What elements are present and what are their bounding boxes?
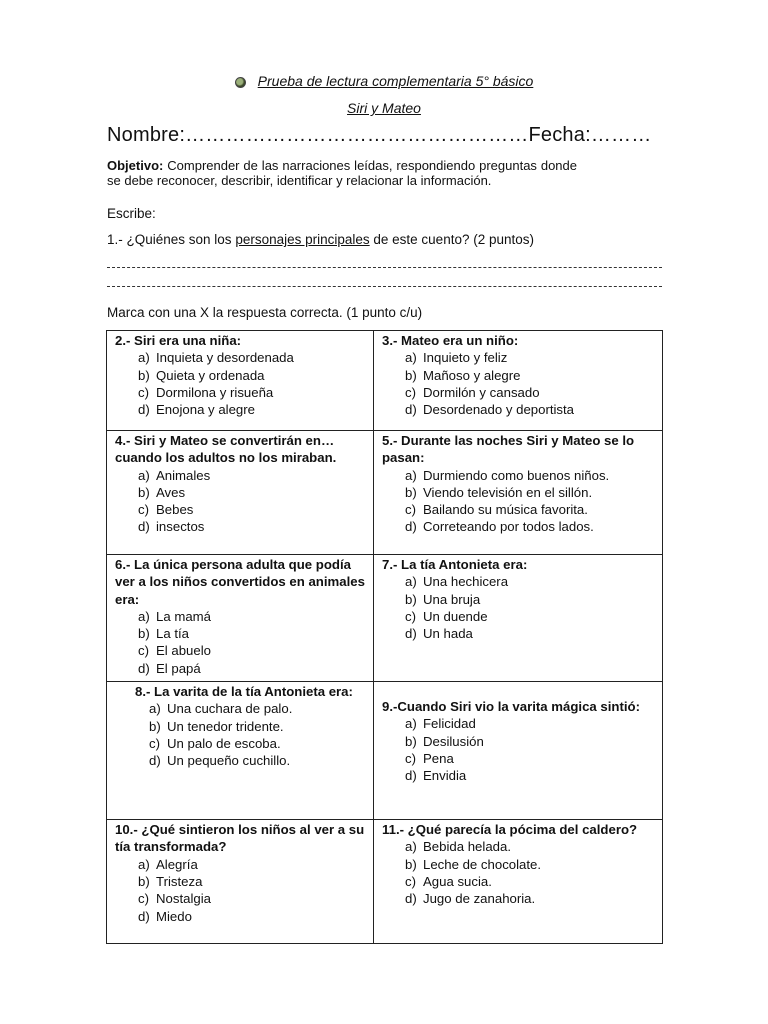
option-item[interactable] [138, 625, 367, 642]
options-list [382, 838, 656, 907]
test-title-text: Prueba de lectura complementaria 5° básico [257, 73, 534, 89]
option-item[interactable] [405, 873, 656, 890]
option-letter: a) [149, 701, 161, 717]
option-item[interactable] [149, 718, 367, 735]
question-cell [374, 820, 663, 944]
option-item[interactable] [405, 733, 656, 750]
option-item[interactable] [138, 401, 367, 418]
option-text: Correteando por todos lados. [423, 519, 594, 535]
options-list [382, 349, 656, 418]
question-text: 8.- La varita de la tía Antonieta era: [135, 684, 353, 700]
option-letter: c) [138, 643, 149, 659]
option-letter: a) [138, 608, 150, 624]
option-text: Envidia [423, 768, 467, 784]
story-title: Siri y Mateo [347, 100, 421, 116]
question-text: 7.- La tía Antonieta era: [382, 557, 528, 572]
answer-line-2[interactable] [107, 286, 662, 287]
question-text: 11.- ¿Qué parecía la pócima del caldero? [382, 822, 638, 838]
option-letter: b) [138, 626, 150, 642]
option-letter: d) [138, 908, 150, 924]
option-letter: b) [149, 718, 161, 734]
question-cell [107, 331, 374, 431]
option-text: insectos [156, 519, 205, 535]
option-item[interactable] [405, 715, 656, 732]
question-text: 3.- Mateo era un niño: [382, 333, 519, 348]
option-text: Dormilón y cansado [423, 384, 540, 400]
objective-label: Objetivo: [107, 158, 164, 173]
option-item[interactable] [138, 908, 367, 925]
option-letter: c) [138, 502, 149, 518]
school-logo-icon [235, 77, 246, 88]
option-item[interactable] [405, 501, 656, 518]
question-text: 5.- Durante las noches Siri y Mateo se lo pasan: [382, 433, 635, 466]
option-item[interactable] [138, 501, 367, 518]
option-text: Una cuchara de palo. [167, 701, 293, 717]
option-item[interactable] [138, 642, 367, 659]
option-item[interactable] [138, 384, 367, 401]
option-text: Leche de chocolate. [423, 856, 542, 872]
option-item[interactable] [138, 467, 367, 484]
option-item[interactable] [138, 484, 367, 501]
option-item[interactable] [149, 752, 367, 769]
option-letter: d) [405, 626, 417, 642]
option-letter: d) [405, 891, 417, 907]
option-text: Una hechicera [423, 574, 509, 590]
option-letter: d) [405, 519, 417, 535]
option-text: Felicidad [423, 716, 476, 732]
question-1 [107, 232, 534, 247]
option-text: El papá [156, 660, 201, 676]
option-item[interactable] [138, 518, 367, 535]
options-list [115, 349, 367, 418]
option-text: Mañoso y alegre [423, 367, 521, 383]
options-list [115, 700, 367, 769]
option-letter: d) [405, 768, 417, 784]
options-list [115, 608, 367, 677]
option-item[interactable] [138, 660, 367, 677]
question-1-suffix: de este cuento? (2 puntos) [369, 232, 535, 247]
objective [107, 158, 577, 188]
option-letter: a) [138, 467, 150, 483]
option-text: Miedo [156, 908, 192, 924]
option-letter: b) [405, 856, 417, 872]
option-letter: a) [405, 839, 417, 855]
option-letter: d) [138, 519, 150, 535]
option-text: Bebida helada. [423, 839, 511, 855]
option-letter: b) [405, 484, 417, 500]
option-letter: c) [138, 891, 149, 907]
option-item[interactable] [138, 890, 367, 907]
questions-table [106, 330, 663, 944]
option-item[interactable] [405, 484, 656, 501]
option-item[interactable] [405, 608, 656, 625]
option-letter: a) [405, 716, 417, 732]
option-item[interactable] [405, 518, 656, 535]
option-text: Aves [156, 484, 186, 500]
option-text: Quieta y ordenada [156, 367, 265, 383]
option-text: Bailando su música favorita. [423, 502, 588, 518]
option-letter: c) [405, 608, 416, 624]
options-list [382, 467, 656, 536]
option-letter: d) [405, 402, 417, 418]
option-letter: a) [138, 856, 150, 872]
option-item[interactable] [405, 856, 656, 873]
option-text: Un palo de escoba. [167, 735, 281, 751]
question-text: 6.- La única persona adulta que podía ver a los niños convertidos en animales era: [115, 557, 365, 607]
option-text: Viendo televisión en el sillón. [423, 484, 593, 500]
question-cell [107, 431, 374, 555]
option-text: Un pequeño cuchillo. [167, 753, 291, 769]
option-item[interactable] [138, 873, 367, 890]
option-letter: a) [405, 467, 417, 483]
option-text: Un hada [423, 626, 473, 642]
option-letter: a) [405, 574, 417, 590]
option-item[interactable] [405, 838, 656, 855]
option-letter: b) [405, 367, 417, 383]
question-text: 9.-Cuando Siri vio la varita mágica sintió: [382, 699, 640, 715]
option-letter: b) [138, 367, 150, 383]
objective-text: Comprender de las narraciones leídas, respondiendo preguntas donde se debe reconocer, describir, identificar y relacionar la información. [107, 158, 577, 188]
question-1-prefix: 1.- ¿Quiénes son los [107, 232, 236, 247]
option-text: Alegría [156, 856, 198, 872]
question-text: 4.- Siri y Mateo se convertirán en… cuando los adultos no los miraban. [115, 433, 337, 466]
options-list [115, 467, 367, 536]
option-item[interactable] [138, 349, 367, 366]
question-text: 2.- Siri era una niña: [115, 333, 242, 348]
option-text: Tristeza [156, 873, 203, 889]
option-text: Pena [423, 750, 454, 766]
option-text: Durmiendo como buenos niños. [423, 467, 610, 483]
options-list [382, 573, 656, 642]
question-cell [107, 555, 374, 682]
option-text: Un tenedor tridente. [167, 718, 284, 734]
option-text: El abuelo [156, 643, 211, 659]
cell-spacer [382, 683, 656, 698]
option-letter: c) [405, 384, 416, 400]
instruction: Marca con una X la respuesta correcta. (1 punto c/u) [107, 305, 423, 320]
option-item[interactable] [138, 856, 367, 873]
option-text: Dormilona y risueña [156, 384, 274, 400]
option-text: Animales [156, 467, 211, 483]
option-text: La tía [156, 626, 189, 642]
question-cell [374, 682, 663, 820]
option-item[interactable] [405, 467, 656, 484]
option-letter: a) [138, 350, 150, 366]
option-text: Jugo de zanahoria. [423, 891, 536, 907]
option-item[interactable] [138, 367, 367, 384]
option-item[interactable] [405, 367, 656, 384]
option-item[interactable] [138, 608, 367, 625]
option-letter: c) [149, 735, 160, 751]
question-cell [107, 820, 374, 944]
option-text: Enojona y alegre [156, 402, 255, 418]
option-letter: d) [138, 660, 150, 676]
name-date-line[interactable]: Nombre:……………………………………………Fecha:……… [107, 124, 652, 146]
option-item[interactable] [149, 700, 367, 717]
option-text: Un duende [423, 608, 488, 624]
option-letter: d) [138, 402, 150, 418]
question-cell [107, 682, 374, 820]
option-text: Desilusión [423, 733, 484, 749]
option-item[interactable] [405, 750, 656, 767]
option-text: Inquieta y desordenada [156, 350, 294, 366]
options-list [382, 715, 656, 784]
option-text: Bebes [156, 502, 194, 518]
option-letter: d) [149, 753, 161, 769]
question-text: 10.- ¿Qué sintieron los niños al ver a su tía transformada? [115, 822, 365, 855]
option-text: La mamá [156, 608, 211, 624]
answer-line-1[interactable] [107, 267, 662, 268]
escribe-label: Escribe: [107, 206, 156, 221]
option-text: Agua sucia. [423, 873, 492, 889]
option-letter: c) [405, 873, 416, 889]
option-text: Una bruja [423, 591, 481, 607]
option-text: Desordenado y deportista [423, 402, 575, 418]
option-letter: c) [405, 750, 416, 766]
option-item[interactable] [405, 767, 656, 784]
option-letter: b) [138, 873, 150, 889]
question-cell [374, 555, 663, 682]
option-item[interactable] [405, 625, 656, 642]
question-1-underlined: personajes principales [235, 232, 370, 247]
question-cell [374, 431, 663, 555]
option-text: Nostalgia [156, 891, 211, 907]
options-list [115, 856, 367, 925]
option-item[interactable] [405, 401, 656, 418]
option-letter: b) [405, 591, 417, 607]
option-item[interactable] [405, 384, 656, 401]
test-title [0, 73, 768, 89]
option-item[interactable] [405, 573, 656, 590]
option-letter: c) [405, 502, 416, 518]
option-letter: a) [405, 350, 417, 366]
question-cell [374, 331, 663, 431]
option-item[interactable] [405, 591, 656, 608]
option-letter: c) [138, 384, 149, 400]
option-item[interactable] [405, 349, 656, 366]
option-text: Inquieto y feliz [423, 350, 508, 366]
option-letter: b) [138, 484, 150, 500]
option-item[interactable] [149, 735, 367, 752]
option-letter: b) [405, 733, 417, 749]
option-item[interactable] [405, 890, 656, 907]
